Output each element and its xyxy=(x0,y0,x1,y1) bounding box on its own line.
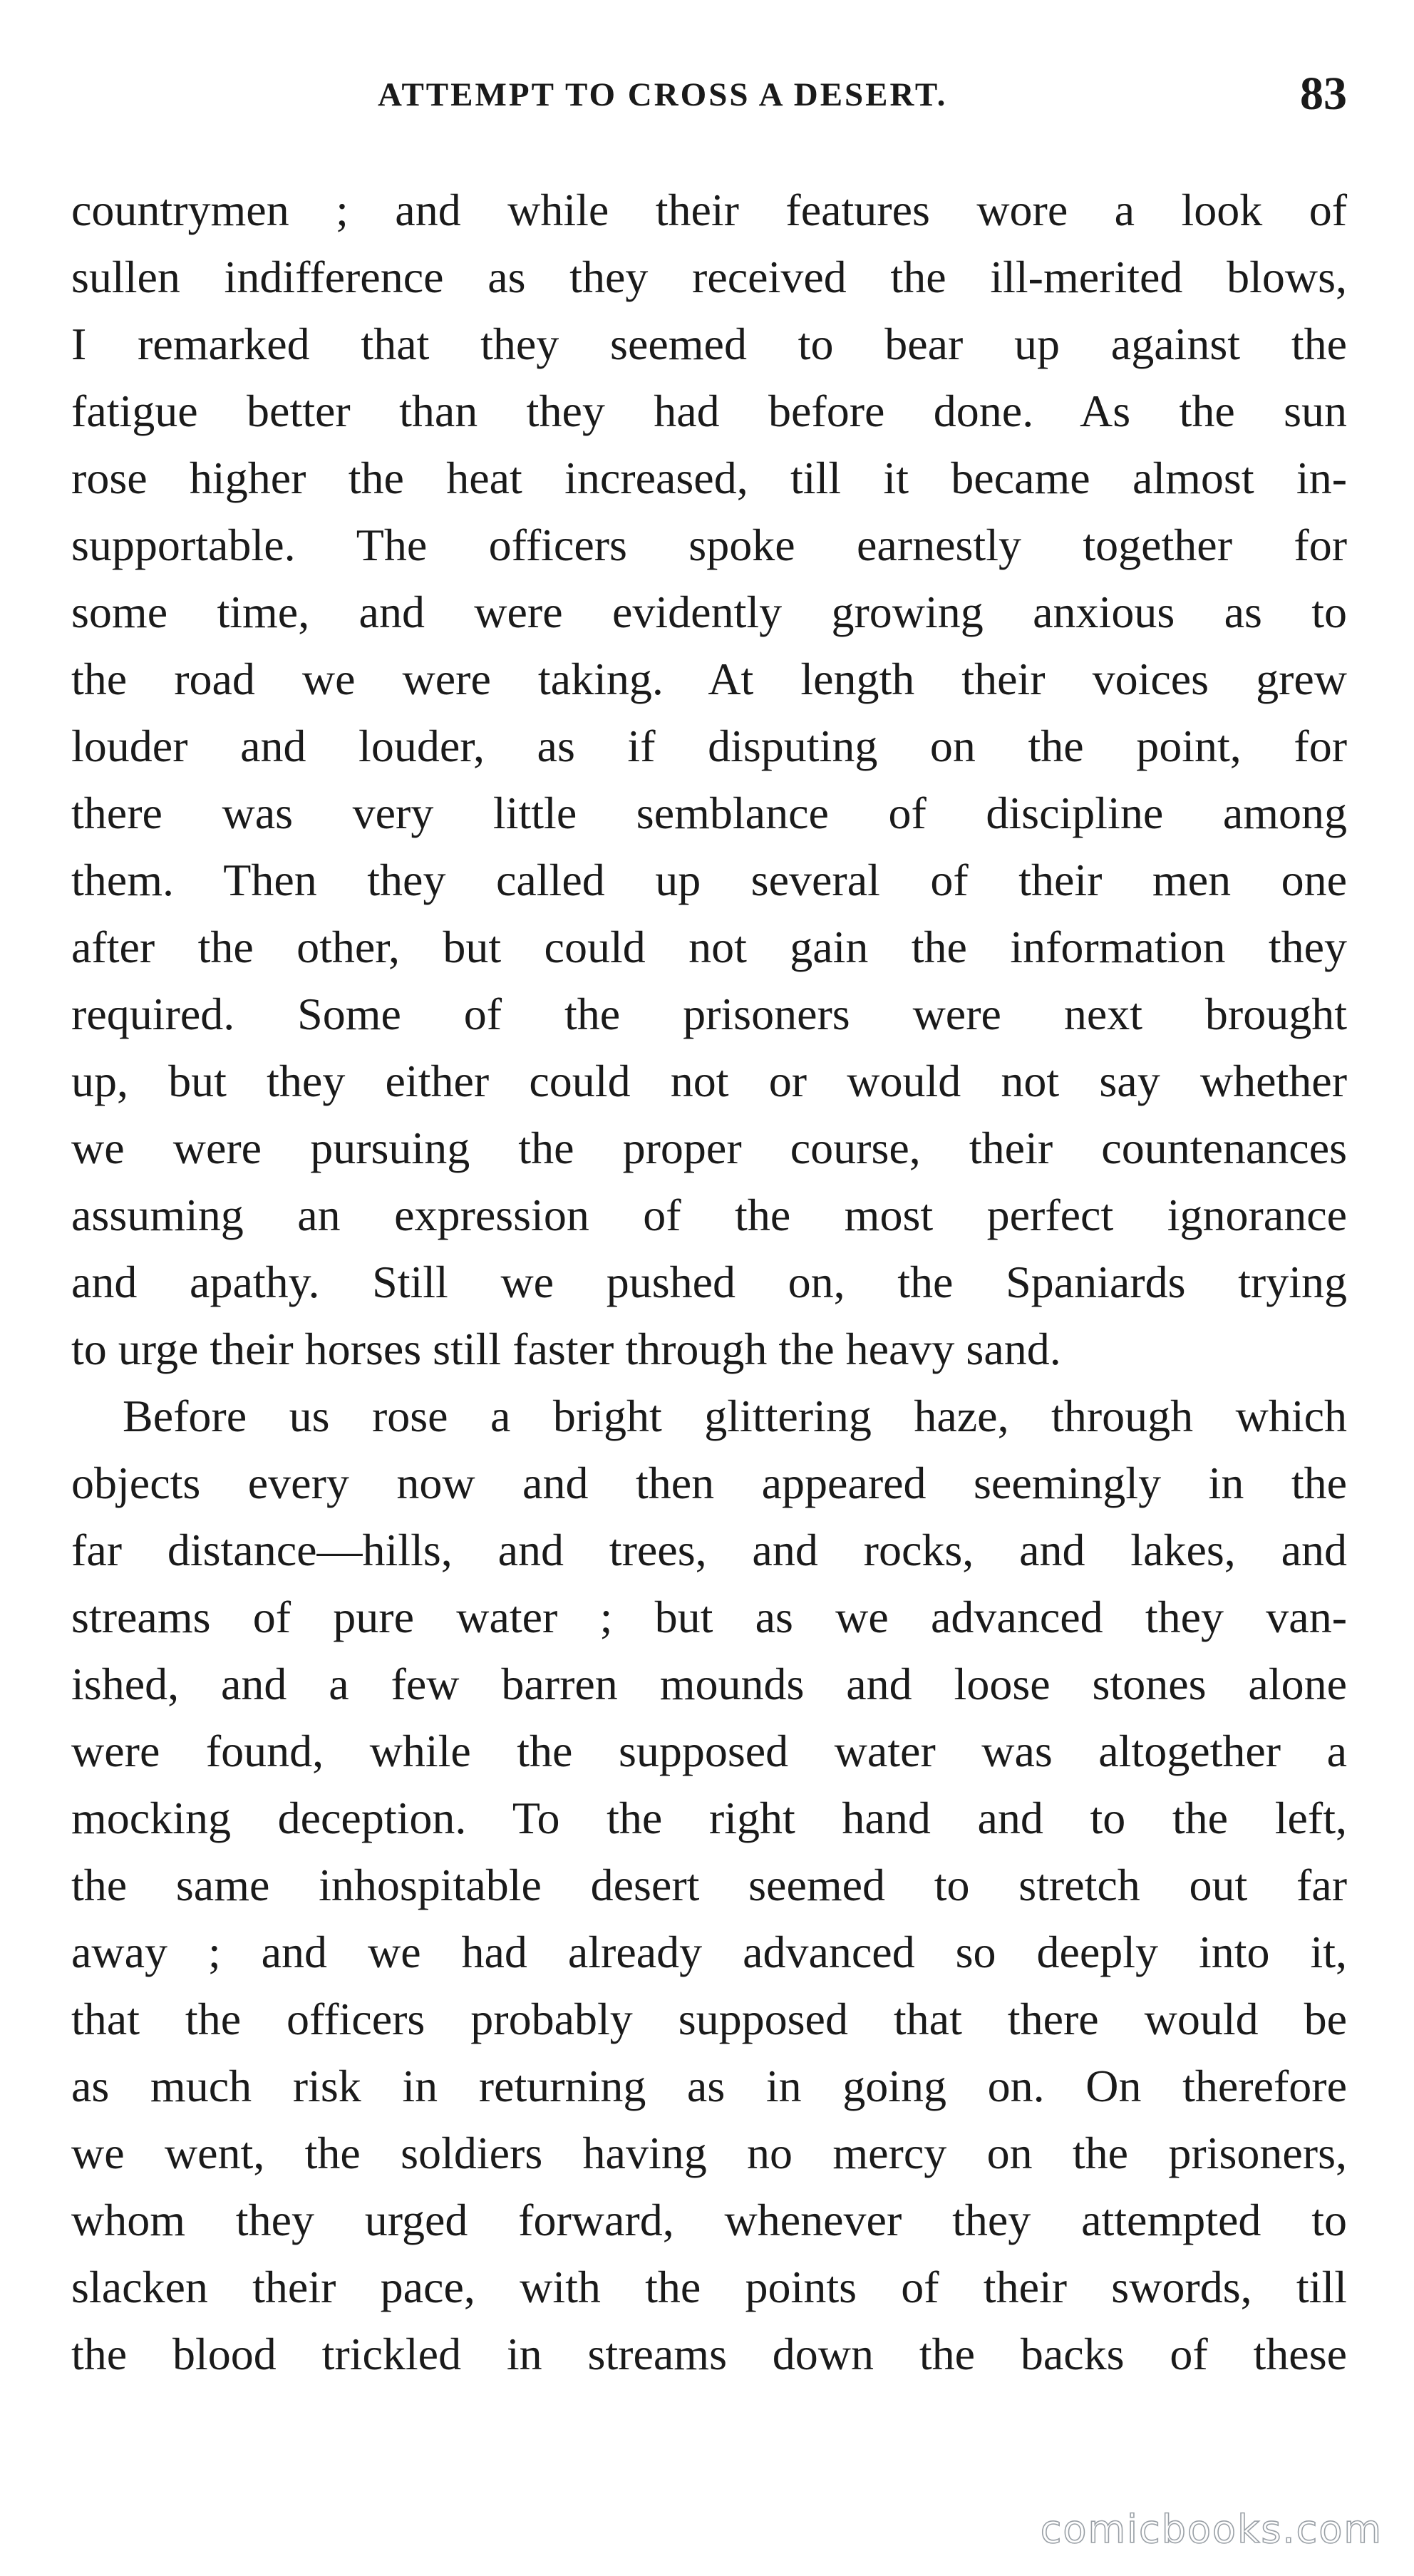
text-line: ished, and a few barren mounds and loose stones alone xyxy=(71,1659,1347,1709)
text-line: were found, while the supposed water was altogether a xyxy=(71,1726,1347,1776)
running-title: ATTEMPT TO CROSS A DESERT. xyxy=(378,76,948,113)
text-line: assuming an expression of the most perfect ignorance xyxy=(71,1190,1347,1240)
watermark: comicbooks.com xyxy=(1040,2507,1383,2552)
text-line: far distance—hills, and trees, and rocks, and lakes, and xyxy=(71,1525,1347,1575)
text-line: slacken their pace, with the points of their swords, till xyxy=(71,2262,1347,2312)
text-line: that the officers probably supposed that there would be xyxy=(71,1994,1347,2044)
text-line: streams of pure water ; but as we advanced they van- xyxy=(71,1592,1347,1642)
paragraph-start-line: Before us rose a bright glittering haze, through which xyxy=(123,1391,1347,1441)
text-line: objects every now and then appeared seemingly in the xyxy=(71,1458,1347,1508)
text-line: mocking deception. To the right hand and to the left, xyxy=(71,1793,1347,1843)
text-line: as much risk in returning as in going on. On therefore xyxy=(71,2061,1347,2111)
text-line: we were pursuing the proper course, their countenances xyxy=(71,1123,1347,1173)
text-line: required. Some of the prisoners were next brought xyxy=(71,989,1347,1039)
text-line: some time, and were evidently growing anxious as to xyxy=(71,587,1347,637)
text-line: countrymen ; and while their features wore a look of xyxy=(71,185,1347,235)
text-line: the road we were taking. At length their voices grew xyxy=(71,654,1347,704)
text-line: fatigue better than they had before done. As the sun xyxy=(71,386,1347,436)
text-line: there was very little semblance of discipline among xyxy=(71,788,1347,838)
text-line: up, but they either could not or would not say whether xyxy=(71,1056,1347,1106)
text-line: whom they urged forward, whenever they attempted to xyxy=(71,2195,1347,2245)
text-line: the blood trickled in streams down the backs of these xyxy=(71,2329,1347,2379)
running-head xyxy=(71,66,1347,130)
text-line: rose higher the heat increased, till it became almost in- xyxy=(71,453,1347,503)
body-text xyxy=(71,177,1347,2388)
text-line: after the other, but could not gain the information they xyxy=(71,922,1347,972)
text-line: the same inhospitable desert seemed to stretch out far xyxy=(71,1860,1347,1910)
text-line: away ; and we had already advanced so deeply into it, xyxy=(71,1927,1347,1977)
text-line: sullen indifference as they received the ill-merited blows, xyxy=(71,252,1347,302)
text-line: I remarked that they seemed to bear up against the xyxy=(71,319,1347,369)
text-line: we went, the soldiers having no mercy on the prisoners, xyxy=(71,2128,1347,2178)
page-number: 83 xyxy=(1300,68,1347,120)
text-line: supportable. The officers spoke earnestly together for xyxy=(71,520,1347,570)
text-line: and apathy. Still we pushed on, the Spaniards trying xyxy=(71,1257,1347,1307)
text-line: louder and louder, as if disputing on the point, for xyxy=(71,721,1347,771)
text-line: them. Then they called up several of their men one xyxy=(71,855,1347,905)
paragraph-end-line: to urge their horses still faster through the heavy sand. xyxy=(71,1324,1061,1374)
